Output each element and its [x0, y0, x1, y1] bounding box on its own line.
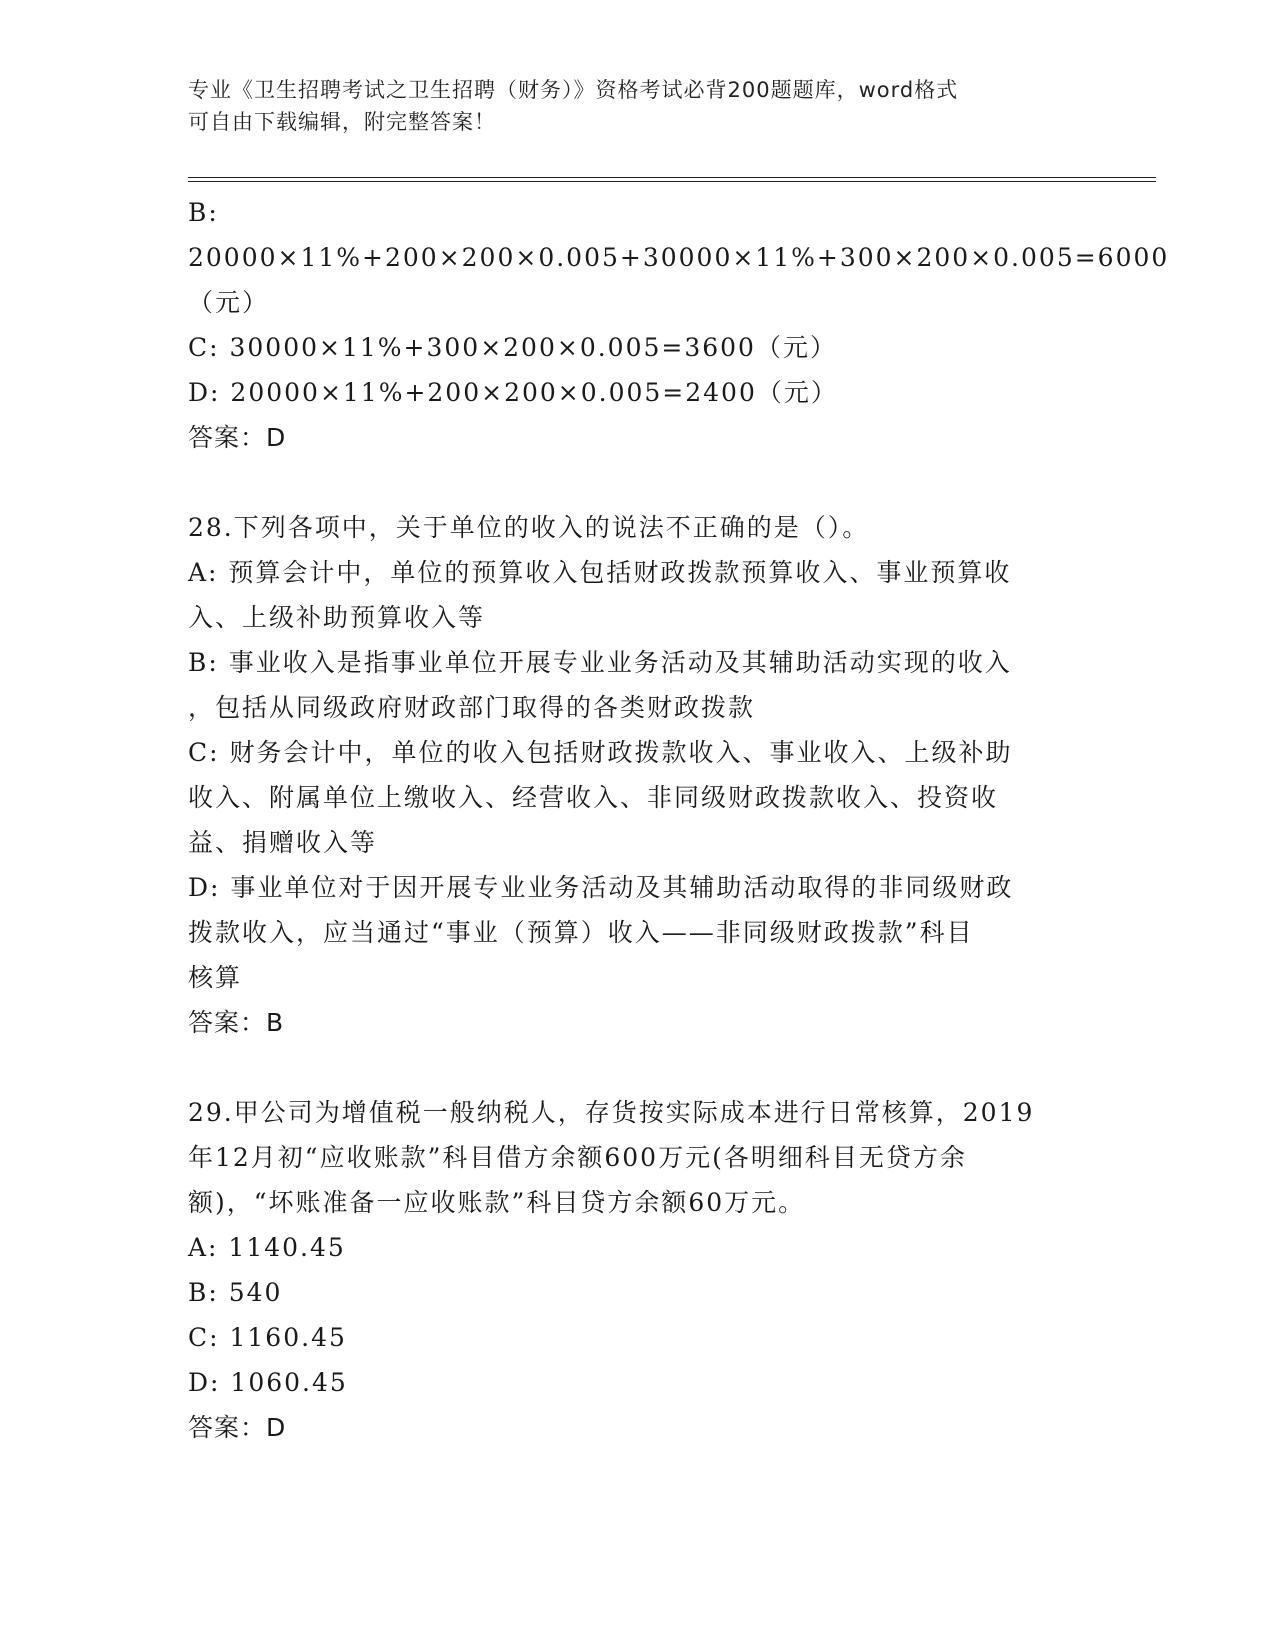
q28-option-c-line-1: C: 财务会计中，单位的收入包括财政拨款收入、事业收入、上级补助: [188, 738, 1013, 767]
q28-option-d-line-1: D: 事业单位对于因开展专业业务活动及其辅助活动取得的非同级财政: [188, 873, 1014, 902]
q28-option-a-line-2: 入、上级补助预算收入等: [188, 603, 486, 632]
spacer: [188, 460, 1088, 505]
q28-question: 28.下列各项中，关于单位的收入的说法不正确的是（）。: [188, 513, 870, 542]
question-content: [188, 190, 1170, 1450]
q28-option-d-line-2: 拨款收入，应当通过“事业（预算）收入——非同级财政拨款”科目: [188, 918, 974, 947]
q29-answer: 答案：D: [188, 1413, 287, 1442]
header-title-line-1: 专业《卫生招聘考试之卫生招聘（财务）》资格考试必背200题题库，word格式: [188, 78, 959, 102]
q28-option-b-line-2: ，包括从同级政府财政部门取得的各类财政拨款: [188, 693, 756, 722]
header-title-line-2: 可自由下载编辑，附完整答案！: [188, 110, 496, 134]
q28-option-d-line-3: 核算: [188, 963, 243, 992]
question-27-continued: [188, 190, 1170, 460]
q27-answer: 答案：D: [188, 423, 287, 452]
q29-option-c: C: 1160.45: [188, 1323, 347, 1352]
q29-question-line-3: 额)，“坏账准备一应收账款”科目贷方余额60万元。: [188, 1188, 806, 1217]
q27-option-b-line-1: B: 20000×11%+200×200×0.005+30000×11%+300×200×0.005=6000: [188, 198, 1170, 272]
question-29: [188, 1090, 1088, 1450]
q29-option-a: A: 1140.45: [188, 1233, 346, 1262]
q29-question-line-1: 29.甲公司为增值税一般纳税人，存货按实际成本进行日常核算，2019: [188, 1098, 1035, 1127]
page-header: [188, 74, 1068, 138]
q28-answer: 答案：B: [188, 1008, 285, 1037]
spacer: [188, 1045, 1088, 1090]
q28-option-a-line-1: A: 预算会计中，单位的预算收入包括财政拨款预算收入、事业预算收: [188, 558, 1012, 587]
q27-option-c: C: 30000×11%+300×200×0.005=3600（元）: [188, 333, 837, 362]
q27-option-d: D: 20000×11%+200×200×0.005=2400（元）: [188, 378, 838, 407]
q29-option-d: D: 1060.45: [188, 1368, 348, 1397]
q27-option-b-line-2: （元）: [188, 288, 270, 317]
question-28: [188, 505, 1088, 1045]
q28-option-c-line-3: 益、捐赠收入等: [188, 828, 378, 857]
q28-option-b-line-1: B: 事业收入是指事业单位开展专业业务活动及其辅助活动实现的收入: [188, 648, 1012, 677]
header-divider: [188, 177, 1156, 182]
q29-option-b: B: 540: [188, 1278, 283, 1307]
q28-option-c-line-2: 收入、附属单位上缴收入、经营收入、非同级财政拨款收入、投资收: [188, 783, 999, 812]
q29-question-line-2: 年12月初“应收账款”科目借方余额600万元(各明细科目无贷方余: [188, 1143, 967, 1172]
